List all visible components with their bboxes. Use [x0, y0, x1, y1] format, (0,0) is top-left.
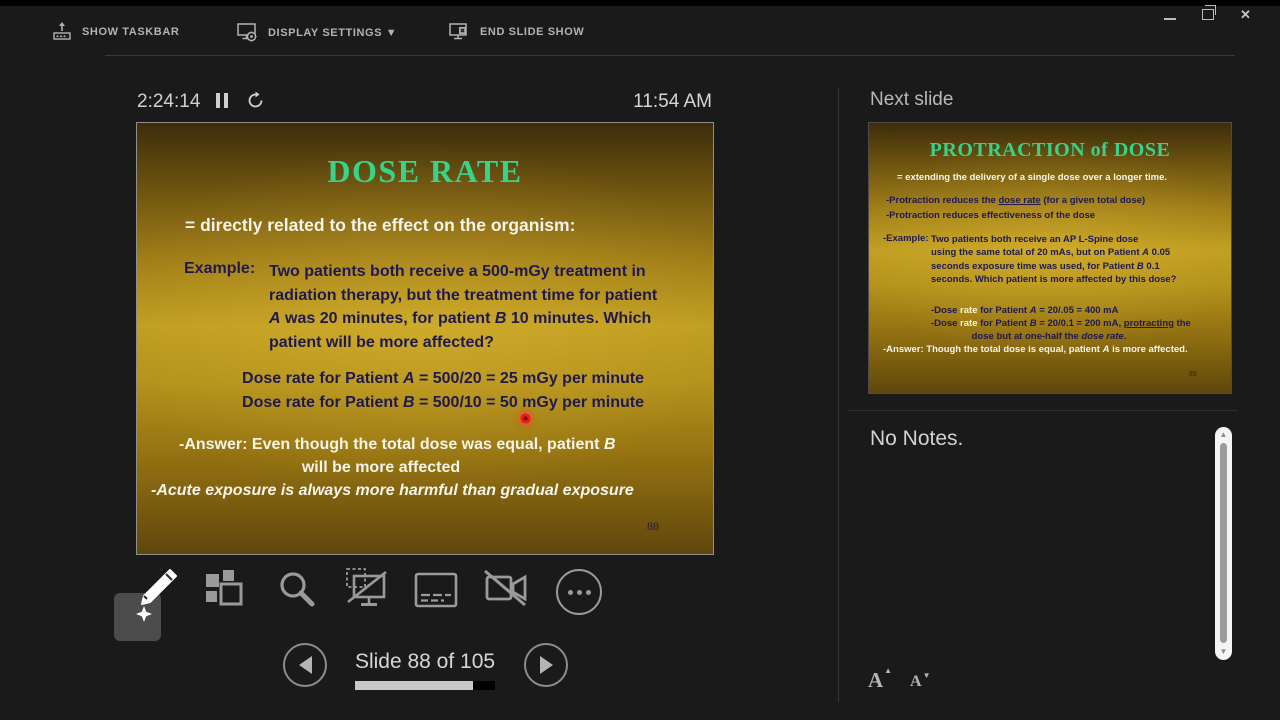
notes-area: No Notes.: [870, 427, 964, 450]
top-black-strip: [0, 0, 1280, 6]
decrease-font-button[interactable]: A▼: [910, 671, 931, 690]
black-screen-icon: [344, 566, 390, 612]
display-settings-button[interactable]: [236, 22, 397, 43]
current-slide[interactable]: [136, 122, 714, 555]
example-text: Two patients both receive a 500-mGy treatment in radiation therapy, but the treatment time for patient A was 20 minutes, for patient B 10 minutes. Which patient will be more affected?: [269, 263, 658, 351]
next-slide-line3: -Protraction reduces effectiveness of the dose: [886, 210, 1096, 221]
restart-timer-button[interactable]: [246, 91, 265, 115]
restore-button[interactable]: [1202, 9, 1214, 20]
next-slide-line2: -Protraction reduces the dose rate (for a given total dose): [886, 195, 1146, 206]
restart-icon: [246, 91, 265, 110]
scrollbar-thumb[interactable]: [1220, 443, 1227, 643]
example-label: Example:: [184, 260, 256, 277]
magnifier-icon: [276, 568, 318, 610]
next-example-text: Two patients both receive an AP L-Spine dose using the same total of 20 mAs, but on Patient A 0.05 seconds exposure time was used, for Patient B 0.1 seconds. Which patient is more affected by this dose?: [931, 234, 1177, 286]
toolbar-divider: [105, 55, 1235, 56]
slide-title: DOSE RATE: [327, 153, 523, 189]
display-settings-label: DISPLAY SETTINGS ▼: [268, 26, 398, 39]
next-dose-line2: -Dose rate for Patient B = 20/0.1 = 200 mA, protracting the: [931, 318, 1191, 329]
increase-font-button[interactable]: A▲: [868, 666, 893, 692]
camera-off-icon: [482, 568, 530, 610]
captions-icon: [414, 572, 458, 608]
slide-number: 88: [647, 519, 659, 533]
next-slide-label: Next slide: [870, 89, 954, 110]
see-all-slides-icon: [204, 568, 248, 612]
laser-pointer-dot: [519, 412, 532, 425]
end-slide-show-button[interactable]: [448, 22, 584, 42]
minimize-button[interactable]: [1164, 18, 1176, 20]
elapsed-timer: 2:24:14: [137, 91, 201, 112]
taskbar-icon: [52, 22, 72, 42]
close-button[interactable]: ✕: [1240, 7, 1251, 22]
end-slide-show-icon: [448, 22, 470, 42]
display-settings-icon: [236, 22, 258, 43]
see-all-slides-button[interactable]: [204, 568, 248, 612]
next-dose-line3: dose but at one-half the dose rate.: [971, 331, 1127, 342]
next-slide-button[interactable]: [524, 643, 568, 687]
acute-exposure-line: -Acute exposure is always more harmful than gradual exposure: [151, 482, 634, 499]
answer-line-2: will be more affected: [301, 459, 461, 476]
notes-scrollbar[interactable]: [1215, 427, 1232, 660]
slide-subtitle: = directly related to the effect on the organism:: [185, 215, 576, 235]
slide-progress-fill: [355, 681, 473, 690]
show-taskbar-label: SHOW TASKBAR: [82, 26, 180, 38]
camera-off-button[interactable]: [482, 568, 530, 610]
notes-divider: [848, 410, 1238, 411]
next-example-label: -Example:: [883, 233, 929, 244]
next-slide-number: 89: [1189, 369, 1197, 378]
next-slide-title: PROTRACTION of DOSE: [929, 139, 1171, 161]
next-arrow-icon: [540, 656, 553, 674]
next-dose-line1: -Dose rate for Patient A = 20/.05 = 400 mA: [931, 305, 1119, 316]
next-slide-line1: = extending the delivery of a single dose over a longer time.: [897, 172, 1168, 183]
laser-pen-icon[interactable]: [120, 562, 182, 629]
pause-timer-button[interactable]: [216, 93, 228, 108]
black-screen-button[interactable]: [344, 566, 390, 612]
panel-divider: [838, 88, 839, 702]
slide-counter: Slide 88 of 105: [354, 650, 496, 673]
current-time: 11:54 AM: [633, 91, 712, 112]
scroll-up-icon[interactable]: ▲: [1219, 430, 1228, 439]
more-options-button[interactable]: [556, 569, 602, 615]
answer-line-1: -Answer: Even though the total dose was equal, patient B: [179, 436, 616, 453]
more-dots-icon: [568, 590, 573, 595]
toggle-subtitles-button[interactable]: [414, 572, 458, 608]
next-answer-line: -Answer: Though the total dose is equal, patient A is more affected.: [883, 344, 1188, 355]
zoom-slide-button[interactable]: [276, 568, 318, 610]
slide-progress-bar: [355, 681, 495, 690]
next-slide-preview: [868, 122, 1232, 394]
dose-rate-lines: Dose rate for Patient A = 500/20 = 25 mGy per minute Dose rate for Patient B = 500/10 = 50 mGy per minute: [242, 370, 644, 411]
show-taskbar-button[interactable]: [52, 22, 179, 42]
end-slide-show-label: END SLIDE SHOW: [480, 26, 585, 38]
scroll-down-icon[interactable]: ▼: [1219, 647, 1228, 656]
